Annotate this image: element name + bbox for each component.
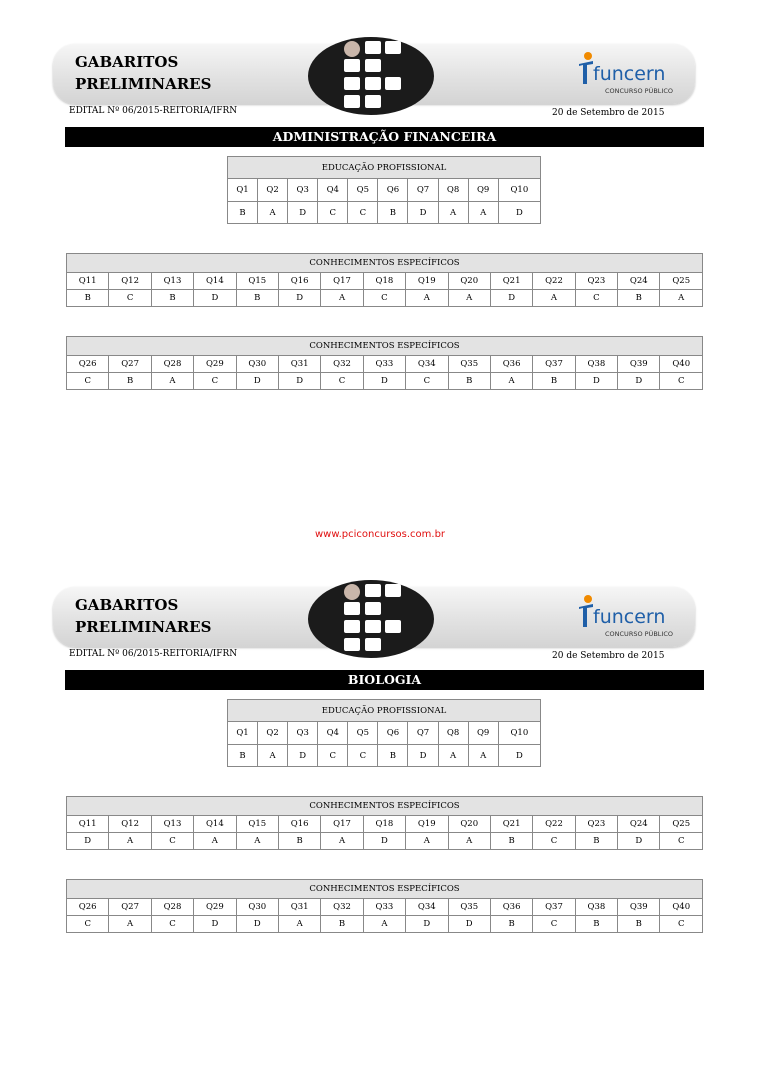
question-number: Q1 (228, 179, 258, 202)
answer-cell: A (109, 916, 151, 933)
answer-table-especificos-1 (66, 253, 703, 307)
question-number: Q35 (448, 899, 490, 916)
question-number: Q13 (151, 816, 193, 833)
header-title (75, 594, 211, 638)
answer-cell: B (321, 916, 363, 933)
answer-table-educacao (227, 699, 541, 767)
answer-cell: D (406, 916, 448, 933)
edital-number: EDITAL Nº 06/2015-REITORIA/IFRN (69, 649, 238, 659)
question-number: Q14 (194, 816, 236, 833)
question-number: Q36 (490, 356, 532, 373)
answer-cell: D (490, 290, 532, 307)
answer-key-page (0, 0, 768, 540)
question-number: Q26 (67, 356, 109, 373)
answer-cell: A (533, 290, 575, 307)
answer-cell: A (406, 290, 448, 307)
question-number: Q27 (109, 899, 151, 916)
answer-cell: C (318, 202, 348, 224)
answer-cell: C (348, 202, 378, 224)
answer-table-especificos-1 (66, 796, 703, 850)
answer-cell: C (318, 745, 348, 767)
answer-cell: B (533, 373, 575, 390)
course-title: ADMINISTRAÇÃO FINANCEIRA (65, 127, 704, 147)
exam-date: 20 de Setembro de 2015 (552, 651, 665, 661)
answer-cell: D (363, 373, 405, 390)
question-number: Q24 (618, 273, 660, 290)
ifrn-logo-icon (307, 579, 435, 659)
answer-row (67, 290, 703, 307)
question-number: Q15 (236, 273, 278, 290)
answer-cell: C (67, 916, 109, 933)
answer-cell: C (109, 290, 151, 307)
answer-cell: A (258, 202, 288, 224)
answer-row (228, 202, 541, 224)
question-number: Q22 (533, 816, 575, 833)
question-number: Q27 (109, 356, 151, 373)
question-number: Q24 (618, 816, 660, 833)
question-number: Q2 (258, 722, 288, 745)
question-number: Q9 (468, 722, 498, 745)
question-number: Q8 (438, 179, 468, 202)
question-number: Q8 (438, 722, 468, 745)
question-number: Q10 (498, 179, 540, 202)
question-number: Q11 (67, 273, 109, 290)
question-number: Q7 (408, 722, 438, 745)
question-number: Q40 (660, 356, 703, 373)
answer-cell: A (438, 202, 468, 224)
question-number: Q21 (490, 273, 532, 290)
question-number: Q31 (278, 356, 320, 373)
answer-cell: A (468, 202, 498, 224)
answer-cell: D (194, 916, 236, 933)
question-number: Q18 (363, 273, 405, 290)
answer-cell: B (278, 833, 320, 850)
answer-cell: B (618, 290, 660, 307)
question-number: Q3 (288, 179, 318, 202)
answer-table-educacao (227, 156, 541, 224)
question-number: Q35 (448, 356, 490, 373)
header-title-line2: PRELIMINARES (75, 75, 212, 93)
question-number: Q36 (490, 899, 532, 916)
answer-cell: B (378, 745, 408, 767)
answer-cell: D (498, 745, 540, 767)
site-link[interactable]: www.pciconcursos.com.br (315, 529, 446, 540)
question-number: Q19 (406, 816, 448, 833)
question-number: Q20 (448, 816, 490, 833)
table-heading: CONHECIMENTOS ESPECÍFICOS (67, 880, 703, 899)
header-title (75, 51, 211, 95)
table-heading: EDUCAÇÃO PROFISSIONAL (228, 157, 541, 179)
question-number: Q4 (318, 722, 348, 745)
answer-cell: C (660, 833, 703, 850)
question-number: Q2 (258, 179, 288, 202)
header-title-line2: PRELIMINARES (75, 618, 212, 636)
funcern-logo (573, 50, 683, 96)
answer-cell: A (438, 745, 468, 767)
question-row (67, 816, 703, 833)
answer-cell: C (660, 373, 703, 390)
answer-cell: A (278, 916, 320, 933)
question-number: Q33 (363, 356, 405, 373)
answer-cell: D (408, 202, 438, 224)
question-number: Q1 (228, 722, 258, 745)
question-number: Q39 (618, 356, 660, 373)
table-heading: CONHECIMENTOS ESPECÍFICOS (67, 797, 703, 816)
answer-cell: D (236, 373, 278, 390)
answer-cell: A (109, 833, 151, 850)
question-number: Q34 (406, 899, 448, 916)
question-number: Q28 (151, 356, 193, 373)
answer-cell: B (490, 833, 532, 850)
answer-cell: D (618, 373, 660, 390)
answer-cell: A (448, 290, 490, 307)
answer-cell: C (533, 833, 575, 850)
answer-cell: D (618, 833, 660, 850)
answer-cell: D (194, 290, 236, 307)
question-number: Q3 (288, 722, 318, 745)
question-number: Q11 (67, 816, 109, 833)
answer-cell: A (660, 290, 703, 307)
question-number: Q37 (533, 356, 575, 373)
question-number: Q16 (278, 816, 320, 833)
question-number: Q14 (194, 273, 236, 290)
question-number: Q5 (348, 179, 378, 202)
question-number: Q19 (406, 273, 448, 290)
question-number: Q30 (236, 356, 278, 373)
question-number: Q23 (575, 273, 617, 290)
answer-cell: B (490, 916, 532, 933)
answer-cell: A (363, 916, 405, 933)
question-number: Q29 (194, 356, 236, 373)
answer-cell: D (363, 833, 405, 850)
answer-cell: B (378, 202, 408, 224)
question-number: Q6 (378, 722, 408, 745)
question-number: Q37 (533, 899, 575, 916)
answer-cell: D (278, 373, 320, 390)
question-number: Q38 (575, 899, 617, 916)
question-number: Q12 (109, 273, 151, 290)
question-number: Q4 (318, 179, 348, 202)
question-number: Q6 (378, 179, 408, 202)
answer-cell: C (151, 916, 193, 933)
answer-cell: C (151, 833, 193, 850)
answer-cell: B (151, 290, 193, 307)
header-banner (53, 44, 695, 104)
header-banner (53, 587, 695, 647)
course-title: BIOLOGIA (65, 670, 704, 690)
question-number: Q38 (575, 356, 617, 373)
answer-cell: B (228, 202, 258, 224)
answer-cell: D (288, 202, 318, 224)
answer-cell: C (321, 373, 363, 390)
answer-row (67, 916, 703, 933)
question-number: Q17 (321, 273, 363, 290)
funcern-logo (573, 593, 683, 639)
question-number: Q39 (618, 899, 660, 916)
question-number: Q25 (660, 273, 703, 290)
answer-cell: C (348, 745, 378, 767)
answer-cell: D (278, 290, 320, 307)
question-number: Q10 (498, 722, 540, 745)
answer-row (67, 373, 703, 390)
question-row (67, 273, 703, 290)
exam-date: 20 de Setembro de 2015 (552, 108, 665, 118)
answer-cell: C (363, 290, 405, 307)
funcern-logo-text: funcern (593, 63, 666, 85)
answer-cell: C (575, 290, 617, 307)
question-number: Q40 (660, 899, 703, 916)
answer-cell: C (67, 373, 109, 390)
answer-cell: D (408, 745, 438, 767)
header-title-line1: GABARITOS (75, 596, 179, 614)
answer-cell: B (575, 916, 617, 933)
question-number: Q31 (278, 899, 320, 916)
question-number: Q33 (363, 899, 405, 916)
answer-cell: C (194, 373, 236, 390)
answer-cell: A (194, 833, 236, 850)
edital-number: EDITAL Nº 06/2015-REITORIA/IFRN (69, 106, 238, 116)
answer-cell: B (228, 745, 258, 767)
question-number: Q23 (575, 816, 617, 833)
answer-cell: C (406, 373, 448, 390)
answer-table-especificos-2 (66, 336, 703, 390)
question-number: Q32 (321, 899, 363, 916)
answer-cell: B (236, 290, 278, 307)
question-number: Q26 (67, 899, 109, 916)
answer-cell: D (236, 916, 278, 933)
answer-cell: D (498, 202, 540, 224)
answer-cell: B (448, 373, 490, 390)
question-number: Q20 (448, 273, 490, 290)
answer-cell: A (321, 290, 363, 307)
answer-cell: A (448, 833, 490, 850)
table-heading: CONHECIMENTOS ESPECÍFICOS (67, 337, 703, 356)
question-number: Q7 (408, 179, 438, 202)
question-number: Q25 (660, 816, 703, 833)
answer-cell: A (406, 833, 448, 850)
answer-cell: D (67, 833, 109, 850)
answer-row (67, 833, 703, 850)
question-number: Q12 (109, 816, 151, 833)
question-number: Q18 (363, 816, 405, 833)
funcern-subtitle: CONCURSO PÚBLICO (605, 87, 673, 95)
answer-cell: B (67, 290, 109, 307)
header-title-line1: GABARITOS (75, 53, 179, 71)
answer-cell: A (236, 833, 278, 850)
answer-table-especificos-2 (66, 879, 703, 933)
question-number: Q29 (194, 899, 236, 916)
question-number: Q16 (278, 273, 320, 290)
answer-cell: A (151, 373, 193, 390)
ifrn-logo-icon (307, 36, 435, 116)
question-number: Q28 (151, 899, 193, 916)
question-number: Q30 (236, 899, 278, 916)
table-heading: EDUCAÇÃO PROFISSIONAL (228, 700, 541, 722)
answer-cell: B (109, 373, 151, 390)
answer-cell: B (575, 833, 617, 850)
question-row (228, 179, 541, 202)
question-number: Q17 (321, 816, 363, 833)
answer-key-page (0, 543, 768, 1083)
answer-cell: C (660, 916, 703, 933)
question-number: Q21 (490, 816, 532, 833)
question-number: Q5 (348, 722, 378, 745)
question-number: Q9 (468, 179, 498, 202)
answer-cell: D (288, 745, 318, 767)
answer-cell: A (258, 745, 288, 767)
question-row (67, 356, 703, 373)
answer-cell: A (490, 373, 532, 390)
answer-cell: D (448, 916, 490, 933)
question-row (67, 899, 703, 916)
funcern-subtitle: CONCURSO PÚBLICO (605, 630, 673, 638)
answer-cell: D (575, 373, 617, 390)
question-number: Q34 (406, 356, 448, 373)
answer-cell: A (321, 833, 363, 850)
question-row (228, 722, 541, 745)
question-number: Q22 (533, 273, 575, 290)
answer-cell: B (618, 916, 660, 933)
question-number: Q13 (151, 273, 193, 290)
question-number: Q15 (236, 816, 278, 833)
question-number: Q32 (321, 356, 363, 373)
answer-cell: A (468, 745, 498, 767)
funcern-logo-text: funcern (593, 606, 666, 628)
answer-row (228, 745, 541, 767)
answer-cell: C (533, 916, 575, 933)
table-heading: CONHECIMENTOS ESPECÍFICOS (67, 254, 703, 273)
